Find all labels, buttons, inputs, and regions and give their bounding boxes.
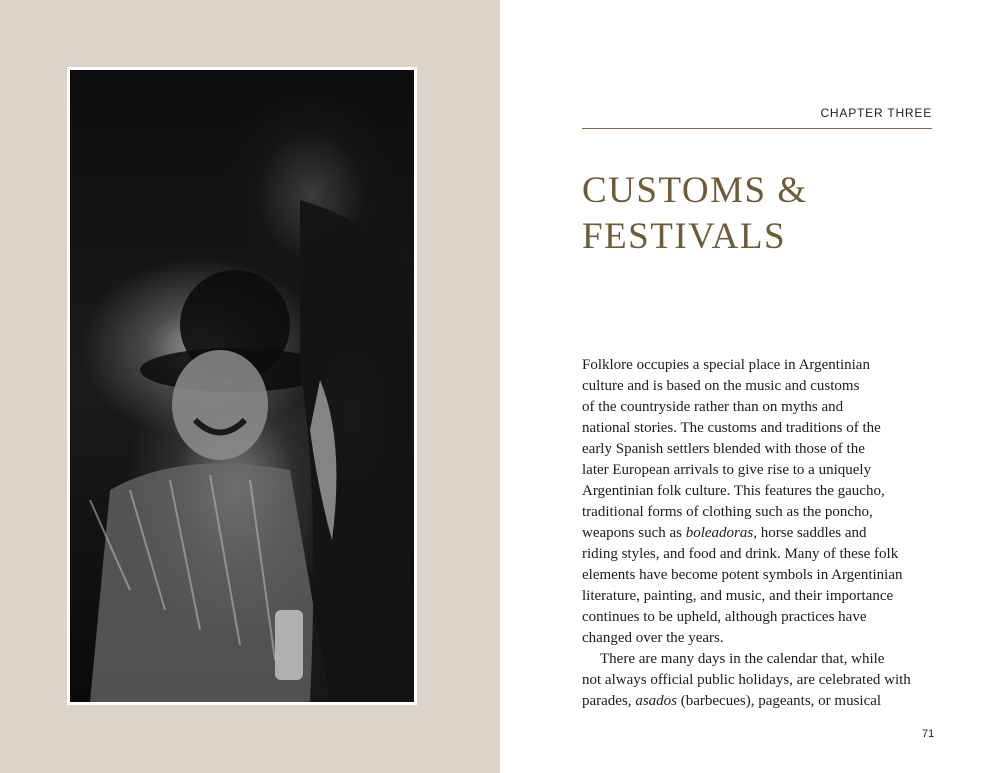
body-line: later European arrivals to give rise to a uniquely	[582, 462, 872, 478]
right-page	[500, 0, 1000, 773]
body-line: not always official public holidays, are celebrated with	[582, 672, 911, 688]
photo-illustration	[70, 70, 414, 702]
chapter-title-line-2: FESTIVALS	[582, 216, 787, 257]
gaucho-photo	[70, 70, 414, 702]
chapter-title	[582, 168, 942, 260]
body-line: Argentinian folk culture. This features the gaucho,	[582, 483, 885, 499]
chapter-label: CHAPTER THREE	[820, 106, 932, 120]
chapter-rule	[582, 128, 932, 129]
body-line: of the countryside rather than on myths and	[582, 399, 844, 415]
italic-term: boleadoras	[685, 525, 754, 541]
body-line: traditional forms of clothing such as the poncho,	[582, 504, 873, 520]
body-line: continues to be upheld, although practices have	[582, 609, 867, 625]
body-text	[582, 355, 942, 712]
body-line: elements have become potent symbols in Argentinian	[582, 567, 903, 583]
page-number: 71	[922, 728, 935, 740]
body-line: changed over the years.	[582, 630, 724, 646]
laughing-face	[172, 350, 268, 460]
italic-term: asados	[635, 693, 677, 709]
body-line	[582, 523, 942, 544]
can	[275, 610, 303, 680]
line-text: parades,	[582, 693, 636, 709]
line-text: , horse saddles and	[753, 525, 867, 541]
body-line: riding styles, and food and drink. Many of these folk	[582, 546, 899, 562]
body-line: Folklore occupies a special place in Argentinian	[582, 357, 870, 373]
body-line	[582, 691, 942, 712]
body-line: national stories. The customs and traditions of the	[582, 420, 881, 436]
line-text: (barbecues), pageants, or musical	[677, 693, 882, 709]
body-line: culture and is based on the music and customs	[582, 378, 860, 394]
chapter-title-line-1: CUSTOMS &	[582, 170, 808, 211]
line-text: weapons such as	[582, 525, 686, 541]
photo-frame	[67, 67, 417, 705]
body-line: early Spanish settlers blended with those of the	[582, 441, 865, 457]
body-line: literature, painting, and music, and their importance	[582, 588, 894, 604]
body-line: There are many days in the calendar that, while	[600, 651, 885, 667]
